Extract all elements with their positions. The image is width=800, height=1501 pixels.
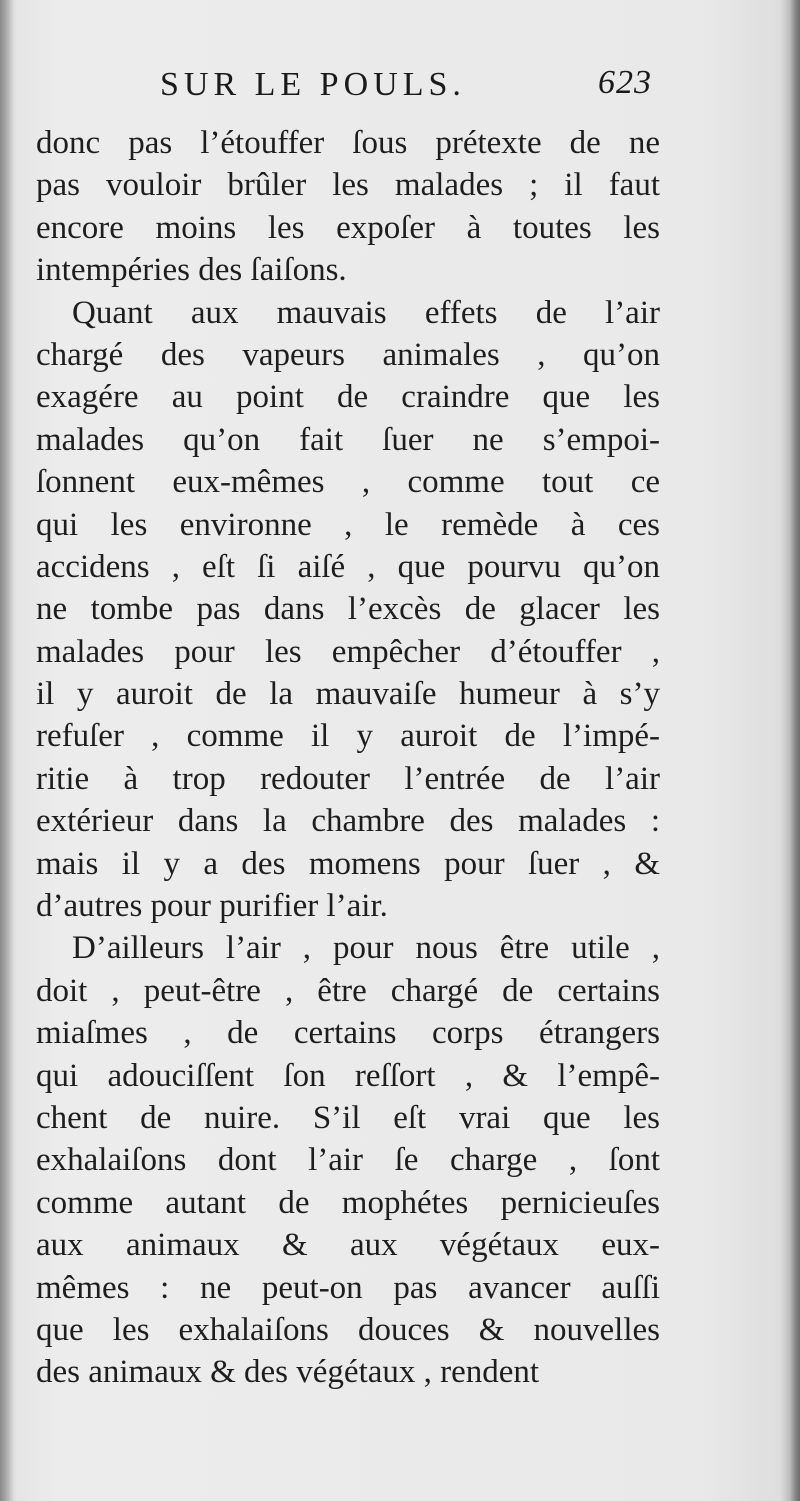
text-line: ritie à trop redouter l’entrée de l’air (36, 760, 660, 797)
text-line: qui adouciſſent ſon reſſort , & l’empê- (36, 1057, 660, 1094)
text-line: malades pour les empêcher d’étouffer , (36, 633, 660, 670)
text-line: Quant aux mauvais effets de l’air (72, 294, 660, 331)
text-line: pas vouloir brûler les malades ; il faut (36, 167, 660, 204)
text-line: chargé des vapeurs animales , qu’on (36, 336, 660, 373)
text-line: extérieur dans la chambre des malades : (36, 803, 660, 840)
page-header (160, 62, 660, 112)
text-line: encore moins les expoſer à toutes les (36, 209, 660, 246)
text-line: accidens , eſt ſi aiſé , que pourvu qu’on (36, 548, 660, 585)
text-line: exhalaiſons dont l’air ſe charge , ſont (36, 1142, 660, 1179)
body-text (36, 122, 660, 1394)
paragraph (36, 122, 660, 292)
text-line: mais il y a des momens pour ſuer , & (36, 845, 660, 882)
text-line: aux animaux & aux végétaux eux- (36, 1227, 660, 1264)
paragraph (36, 292, 660, 928)
text-line: mêmes : ne peut-on pas avancer auſſi (36, 1269, 660, 1306)
page-number: 623 (598, 64, 652, 101)
text-line: que les exhalaiſons douces & nouvelles (36, 1311, 660, 1348)
text-line: intempéries des ſaiſons. (36, 252, 347, 289)
text-line: exagére au point de craindre que les (36, 379, 660, 416)
text-line: miaſmes , de certains corps étrangers (36, 1015, 660, 1052)
text-line: des animaux & des végétaux , rendent (36, 1354, 540, 1391)
text-line: D’ailleurs l’air , pour nous être utile , (72, 930, 660, 967)
text-line: qui les environne , le remède à ces (36, 506, 660, 543)
text-line: ſonnent eux-mêmes , comme tout ce (36, 464, 660, 501)
page-edge-shadow (790, 0, 800, 1501)
text-line: chent de nuire. S’il eſt vrai que les (36, 1099, 660, 1136)
text-line: comme autant de mophétes pernicieuſes (36, 1184, 660, 1221)
text-line: refuſer , comme il y auroit de l’impé- (36, 718, 660, 755)
paragraph (36, 927, 660, 1393)
text-line: donc pas l’étouffer ſous prétexte de ne (36, 125, 660, 161)
text-line: il y auroit de la mauvaiſe humeur à s’y (36, 676, 660, 713)
text-line: malades qu’on fait ſuer ne s’empoi- (36, 421, 660, 458)
running-head: SUR LE POULS. (160, 66, 466, 103)
text-line: ne tombe pas dans l’excès de glacer les (36, 591, 660, 628)
text-line: doit , peut-être , être chargé de certains (36, 972, 660, 1009)
text-line: d’autres pour purifier l’air. (36, 888, 388, 925)
spine-shadow (0, 0, 14, 1501)
